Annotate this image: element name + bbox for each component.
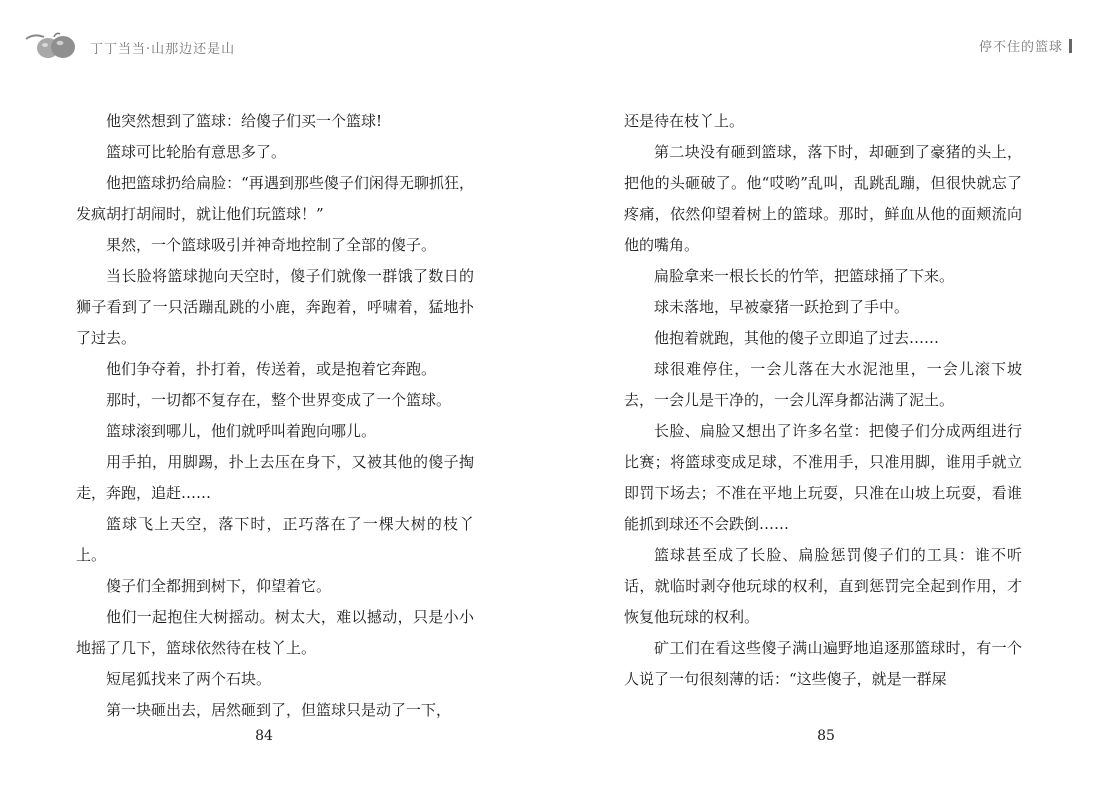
paragraph: 他们一起抱住大树摇动。树太大，难以撼动，只是小小地摇了几下，篮球依然待在枝丫上。 [76,608,474,657]
paragraph: 果然，一个篮球吸引并神奇地控制了全部的傻子。 [106,236,437,254]
series-title: 丁丁当当·山那边还是山 [90,41,236,57]
header-bar-ornament [1069,39,1072,53]
left-page-body [76,106,474,726]
paragraph: 篮球飞上天空，落下时，正巧落在了一棵大树的枝丫上。 [76,515,474,564]
paragraph: 傻子们全都拥到树下，仰望着它。 [106,577,332,595]
paragraph: 球很难停住，一会儿落在大水泥池里，一会儿滚下坡去，一会儿是干净的，一会儿浑身都沾满了泥土。 [624,360,1022,409]
page-number-left: 84 [255,728,273,744]
chapter-title: 停不住的篮球 [978,40,1063,55]
paragraph: 他抱着就跑，其他的傻子立即追了过去…… [654,329,940,347]
paragraph: 篮球滚到哪儿，他们就呼叫着跑向哪儿。 [106,422,377,440]
paragraph: 篮球可比轮胎有意思多了。 [106,143,287,161]
fruit-logo-icon [24,31,82,63]
paragraph: 他突然想到了篮球：给傻子们买一个篮球! [106,112,383,130]
running-header-right [979,36,1072,55]
paragraph: 球未落地，早被豪猪一跃抢到了手中。 [654,298,910,316]
paragraph: 第一块砸出去，居然砸到了，但篮球只是动了一下， [106,701,452,719]
paragraph: 用手拍，用脚踢，扑上去压在身下，又被其他的傻子掏走，奔跑，追赶…… [76,453,474,502]
paragraph: 长脸、扁脸又想出了许多名堂：把傻子们分成两组进行比赛；将篮球变成足球，不准用手，只准用脚，谁用手就立即罚下场去；不准在平地上玩耍，只准在山坡上玩耍，看谁能抓到球还不会跌倒…… [624,422,1022,533]
running-header-left [24,30,235,64]
continuation-line: 还是待在枝丫上。 [624,112,745,130]
paragraph: 他们争夺着，扑打着，传送着，或是抱着它奔跑。 [106,360,437,378]
paragraph: 扁脸拿来一根长长的竹竿，把篮球捅了下来。 [654,267,955,285]
paragraph: 当长脸将篮球抛向天空时，傻子们就像一群饿了数日的狮子看到了一只活蹦乱跳的小鹿，奔跑着，呼啸着，猛地扑了过去。 [76,267,474,347]
paragraph: 第二块没有砸到篮球，落下时，却砸到了豪猪的头上，把他的头砸破了。他“哎哟”乱叫，乱跳乱蹦，但很快就忘了疼痛，依然仰望着树上的篮球。那时，鲜血从他的面颊流向他的嘴角。 [624,143,1022,254]
paragraph: 短尾狐找来了两个石块。 [106,670,272,688]
paragraph: 他把篮球扔给扁脸：“再遇到那些傻子们闲得无聊抓狂，发疯胡打胡闹时，就让他们玩篮球！” [76,174,474,223]
paragraph: 矿工们在看这些傻子满山遍野地追逐那篮球时，有一个人说了一句很刻薄的话：“这些傻子，就是一群屎 [624,639,1022,688]
right-page [548,0,1096,786]
paragraph: 篮球甚至成了长脸、扁脸惩罚傻子们的工具：谁不听话，就临时剥夺他玩球的权利，直到惩罚完全起到作用，才恢复他玩球的权利。 [624,546,1022,626]
right-page-body [624,106,1022,695]
page-number-right: 85 [817,728,835,744]
paragraph: 那时，一切都不复存在，整个世界变成了一个篮球。 [106,391,452,409]
